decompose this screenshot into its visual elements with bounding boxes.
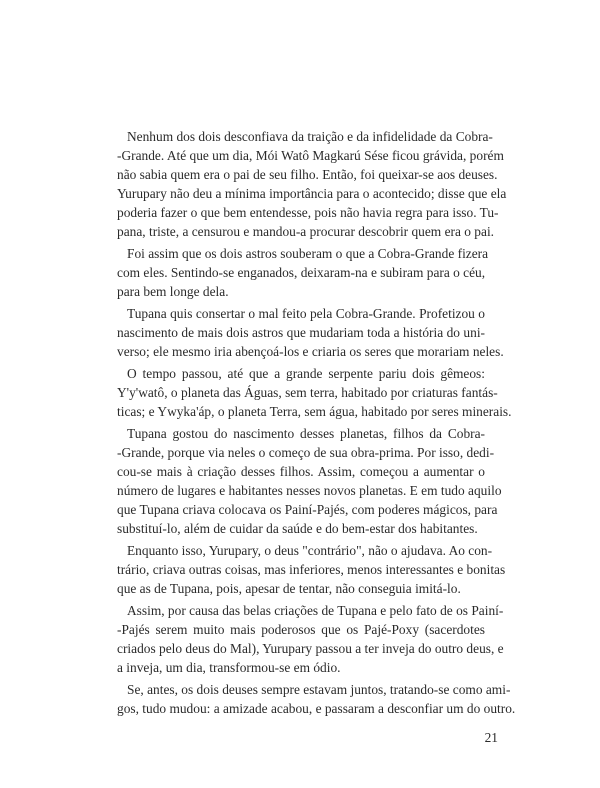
text-line: pana, triste, a censurou e mandou-a procurar descobrir quem era o pai. <box>117 224 495 239</box>
text-line: Se, antes, os dois deuses sempre estavam juntos, tratando-se como ami- <box>127 682 511 697</box>
text-line: Yurupary não deu a mínima importância para o acontecido; disse que ela <box>117 186 507 201</box>
paragraph <box>117 364 512 421</box>
text-line: Y'y'watô, o planeta das Águas, sem terra, habitado por criaturas fantás- <box>117 385 498 400</box>
paragraph <box>117 304 504 361</box>
text-line: ticas; e Ywyka'áp, o planeta Terra, sem água, habitado por seres minerais. <box>117 404 512 419</box>
text-line: -Grande, porque via neles o começo de sua obra-prima. Por isso, dedi- <box>117 445 495 460</box>
text-line: que as de Tupana, pois, apesar de tentar, não conseguia imitá-lo. <box>117 581 461 596</box>
paragraph <box>117 680 516 718</box>
text-line: Tupana quis consertar o mal feito pela Cobra-Grande. Profetizou o <box>127 306 485 321</box>
text-line: criados pelo deus do Mal), Yurupary passou a ter inveja do outro deus, e <box>117 641 504 656</box>
body-text <box>117 127 516 721</box>
page-number: 21 <box>484 730 498 745</box>
text-line: Tupana gostou do nascimento desses planetas, filhos da Cobra- <box>127 426 485 441</box>
text-line: para bem longe dela. <box>117 284 229 299</box>
paragraph <box>117 127 507 241</box>
text-line: -Pajés serem muito mais poderosos que os Pajé-Poxy (sacerdotes <box>117 622 485 637</box>
text-line: trário, criava outras coisas, mas inferiores, menos interessantes e bonitas <box>117 562 506 577</box>
text-line: não sabia quem era o pai de seu filho. Então, foi queixar-se aos deuses. <box>117 167 498 182</box>
text-line: poderia fazer o que bem entendesse, pois não havia regra para isso. Tu- <box>117 205 499 220</box>
text-line: a inveja, um dia, transformou-se em ódio. <box>117 660 341 675</box>
text-line: que Tupana criava colocava os Painí-Pajés, com poderes mágicos, para <box>117 502 498 517</box>
paragraph <box>117 601 504 677</box>
paragraph <box>117 541 506 598</box>
text-line: Foi assim que os dois astros souberam o que a Cobra-Grande fizera <box>127 246 489 261</box>
paragraph <box>117 424 502 538</box>
text-line: verso; ele mesmo iria abençoá-los e criaria os seres que morariam neles. <box>117 344 504 359</box>
text-line: substituí-lo, além de cuidar da saúde e do bem-estar dos habitantes. <box>117 521 478 536</box>
text-line: Nenhum dos dois desconfiava da traição e da infidelidade da Cobra- <box>127 129 493 144</box>
text-line: Enquanto isso, Yurupary, o deus "contrário", não o ajudava. Ao con- <box>127 543 493 558</box>
text-line: Assim, por causa das belas criações de Tupana e pelo fato de os Painí- <box>127 603 504 618</box>
paragraph <box>117 244 489 301</box>
text-line: O tempo passou, até que a grande serpente pariu dois gêmeos: <box>127 366 485 381</box>
text-line: número de lugares e habitantes nesses novos planetas. E em tudo aquilo <box>117 483 502 498</box>
text-line: -Grande. Até que um dia, Mói Watô Magkarú Sése ficou grávida, porém <box>117 148 504 163</box>
text-line: nascimento de mais dois astros que mudariam toda a história do uni- <box>117 325 485 340</box>
text-line: cou-se mais à criação desses filhos. Assim, começou a aumentar o <box>117 464 485 479</box>
text-line: gos, tudo mudou: a amizade acabou, e passaram a desconfiar um do outro. <box>117 701 516 716</box>
text-line: com eles. Sentindo-se enganados, deixaram-na e subiram para o céu, <box>117 265 486 280</box>
